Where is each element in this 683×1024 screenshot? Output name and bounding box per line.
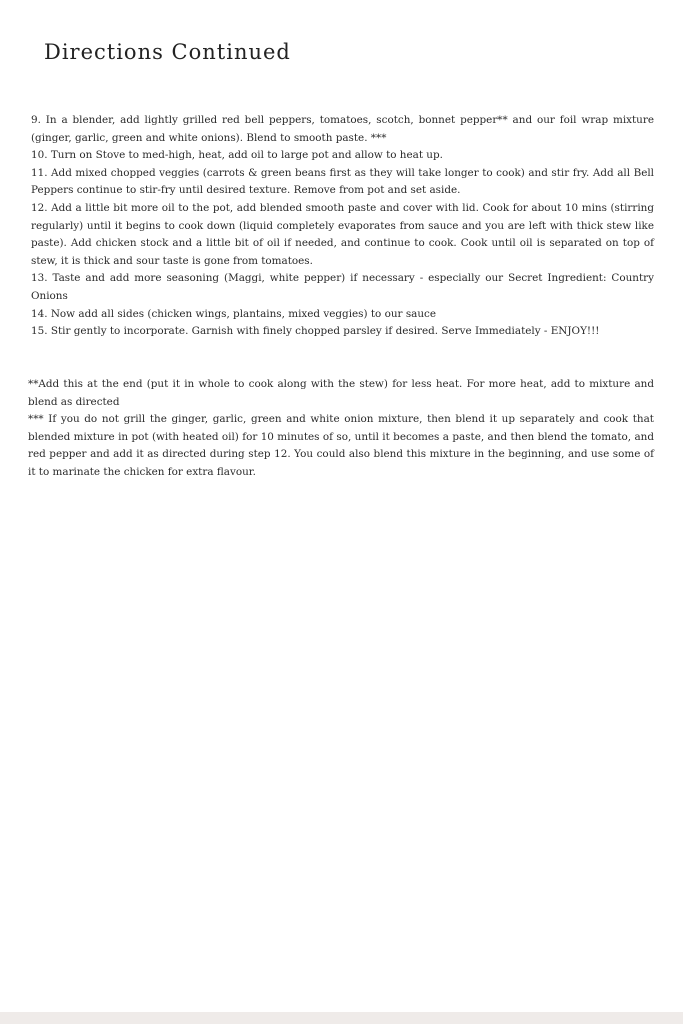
step-14: 14. Now add all sides (chicken wings, plantains, mixed veggies) to our sauce bbox=[31, 307, 437, 320]
footnote-double-asterisk: **Add this at the end (put it in whole to cook along with the stew) for less heat. For more heat, add to mixture and blend as directed bbox=[28, 378, 654, 408]
footnote-triple-asterisk: *** If you do not grill the ginger, garlic, green and white onion mixture, then blend it up separately and cook that blended mixture in pot (with heated oil) for 10 minutes of so, until it becomes a paste, and then blend the tomato, and red pepper and add it as directed during step 12. You could also blend this mixture in the beginning, and use some of it to marinate the chicken for extra flavour. bbox=[28, 413, 654, 478]
step-15: 15. Stir gently to incorporate. Garnish with finely chopped parsley if desired. Serve Immediately - ENJOY!!! bbox=[31, 325, 600, 338]
directions-steps bbox=[28, 112, 654, 341]
step-12: 12. Add a little bit more oil to the pot, add blended smooth paste and cover with lid. Cook for about 10 mins (stirring regularly) until it begins to cook down (liquid completely evaporates from sauce and you are left with thick stew like paste). Add chicken stock and a little bit of oil if needed, and continue to cook. Cook until oil is separated on top of stew, it is thick and sour taste is gone from tomatoes. bbox=[31, 201, 654, 267]
step-13: 13. Taste and add more seasoning (Maggi, white pepper) if necessary - especially our Secret Ingredient: Country Onions bbox=[31, 272, 654, 302]
page-title: Directions Continued bbox=[44, 40, 291, 64]
step-9: 9. In a blender, add lightly grilled red bell peppers, tomatoes, scotch, bonnet pepper** and our foil wrap mixture (ginger, garlic, green and white onions). Blend to smooth paste. *** bbox=[31, 114, 654, 144]
step-11: 11. Add mixed chopped veggies (carrots & green beans first as they will take longer to cook) and stir fry. Add all Bell Peppers continue to stir-fry until desired texture. Remove from pot and set aside. bbox=[31, 166, 654, 197]
footnotes bbox=[28, 376, 654, 482]
step-10: 10. Turn on Stove to med-high, heat, add oil to large pot and allow to heat up. bbox=[31, 149, 443, 162]
page-bottom-bar bbox=[0, 1012, 683, 1024]
